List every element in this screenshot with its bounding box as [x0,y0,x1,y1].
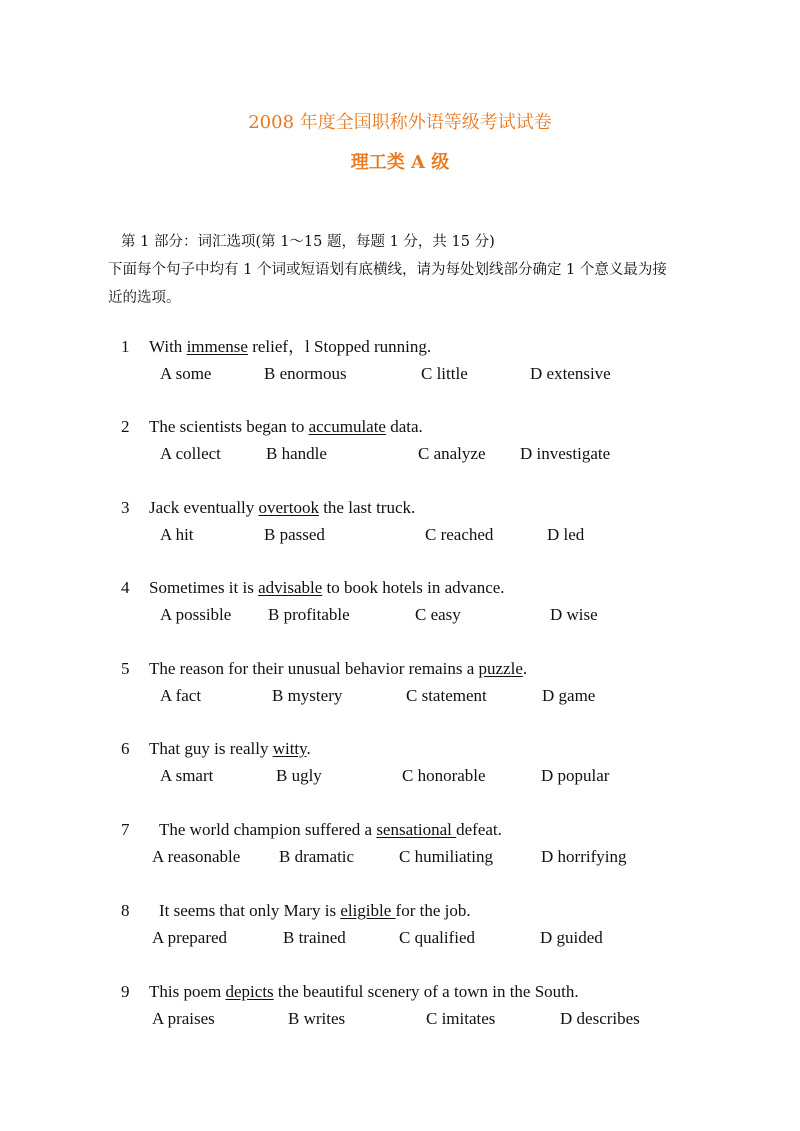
question-5 [0,658,800,718]
instruction-line-1: 下面每个句子中均有 1 个词或短语划有底横线，请为每处划线部分确定 1 个意义最为接 [108,262,667,278]
option-c[interactable]: C easy [415,605,461,624]
option-d[interactable]: D extensive [530,364,611,383]
option-c[interactable]: C reached [425,525,494,544]
option-a[interactable]: A hit [160,525,194,544]
question-number: 1 [121,337,130,356]
target-word: eligible [340,901,396,920]
option-b[interactable]: B mystery [272,686,343,705]
stem-prefix: The scientists began to [149,417,309,436]
exam-title: 2008 年度全国职称外语等级考试试卷 [248,112,552,133]
stem-suffix: . [522,659,528,678]
option-d[interactable]: D describes [560,1009,640,1028]
stem-suffix: defeat. [456,820,502,839]
option-c[interactable]: C qualified [399,928,476,947]
stem-prefix: The world champion suffered a [159,820,377,839]
target-word: sensational [376,820,457,839]
stem-suffix: . [306,739,311,758]
question-6 [0,738,800,798]
question-number: 2 [121,417,130,436]
target-word: puzzle [478,659,523,678]
stem-suffix: data. [385,417,423,436]
option-d[interactable]: D popular [541,766,610,785]
option-b[interactable]: B dramatic [279,847,355,866]
question-stem [149,497,415,519]
option-a[interactable]: A collect [160,444,221,463]
stem-prefix: The reason for their unusual behavior remains a [149,659,479,678]
option-c[interactable]: C little [421,364,468,383]
option-b[interactable]: B passed [264,525,325,544]
option-b[interactable]: B trained [283,928,346,947]
option-d[interactable]: D wise [550,605,598,624]
option-a[interactable]: A smart [160,766,214,785]
stem-suffix: to book hotels in advance. [322,578,505,597]
option-a[interactable]: A reasonable [152,847,241,866]
option-c[interactable]: C analyze [418,444,486,463]
question-stem [159,819,502,841]
question-number: 3 [121,498,130,517]
section-heading: 第 1 部分：词汇选项(第 1～15 题，每题 1 分，共 15 分) [121,234,495,250]
option-d[interactable]: D investigate [520,444,611,463]
question-9 [0,981,800,1041]
option-d[interactable]: D led [547,525,585,544]
target-word: immense [186,337,248,356]
question-7 [0,819,800,879]
question-number: 9 [121,982,130,1001]
option-c[interactable]: C humiliating [399,847,493,866]
stem-suffix: the last truck. [318,498,416,517]
question-stem [159,900,471,922]
option-c[interactable]: C imitates [426,1009,496,1028]
exam-subtitle: 理工类 A 级 [350,152,450,173]
stem-suffix: for the job. [395,901,471,920]
stem-prefix: This poem [149,982,226,1001]
option-c[interactable]: C statement [406,686,487,705]
stem-suffix: the beautiful scenery of a town in the South. [273,982,579,1001]
stem-prefix: Sometimes it is [149,578,259,597]
question-number: 6 [121,739,130,758]
target-word: witty [272,739,307,758]
question-2 [0,416,800,476]
question-4 [0,577,800,637]
option-b[interactable]: B enormous [264,364,347,383]
stem-prefix: It seems that only Mary is [159,901,341,920]
option-d[interactable]: D horrifying [541,847,627,866]
option-a[interactable]: A some [160,364,212,383]
option-a[interactable]: A praises [152,1009,215,1028]
instruction-line-2: 近的选项。 [108,290,181,306]
question-stem [149,658,527,680]
question-stem [149,738,311,760]
question-number: 7 [121,820,130,839]
option-b[interactable]: B ugly [276,766,322,785]
question-stem [149,336,431,358]
option-d[interactable]: D game [542,686,596,705]
stem-prefix: That guy is really [149,739,273,758]
option-a[interactable]: A prepared [152,928,228,947]
target-word: overtook [258,498,319,517]
stem-prefix: Jack eventually [149,498,259,517]
question-stem [149,416,423,438]
option-b[interactable]: B handle [266,444,327,463]
target-word: depicts [225,982,274,1001]
question-3 [0,497,800,557]
question-stem [149,981,579,1003]
question-8 [0,900,800,960]
target-word: advisable [258,578,323,597]
option-b[interactable]: B writes [288,1009,346,1028]
question-stem [149,577,505,599]
option-d[interactable]: D guided [540,928,603,947]
option-b[interactable]: B profitable [268,605,350,624]
option-c[interactable]: C honorable [402,766,486,785]
question-number: 5 [121,659,130,678]
question-number: 8 [121,901,130,920]
option-a[interactable]: A fact [160,686,202,705]
target-word: accumulate [308,417,386,436]
option-a[interactable]: A possible [160,605,232,624]
stem-prefix: With [149,337,187,356]
stem-suffix: relief，l Stopped running. [247,337,432,356]
question-number: 4 [121,578,130,597]
question-1 [0,336,800,396]
